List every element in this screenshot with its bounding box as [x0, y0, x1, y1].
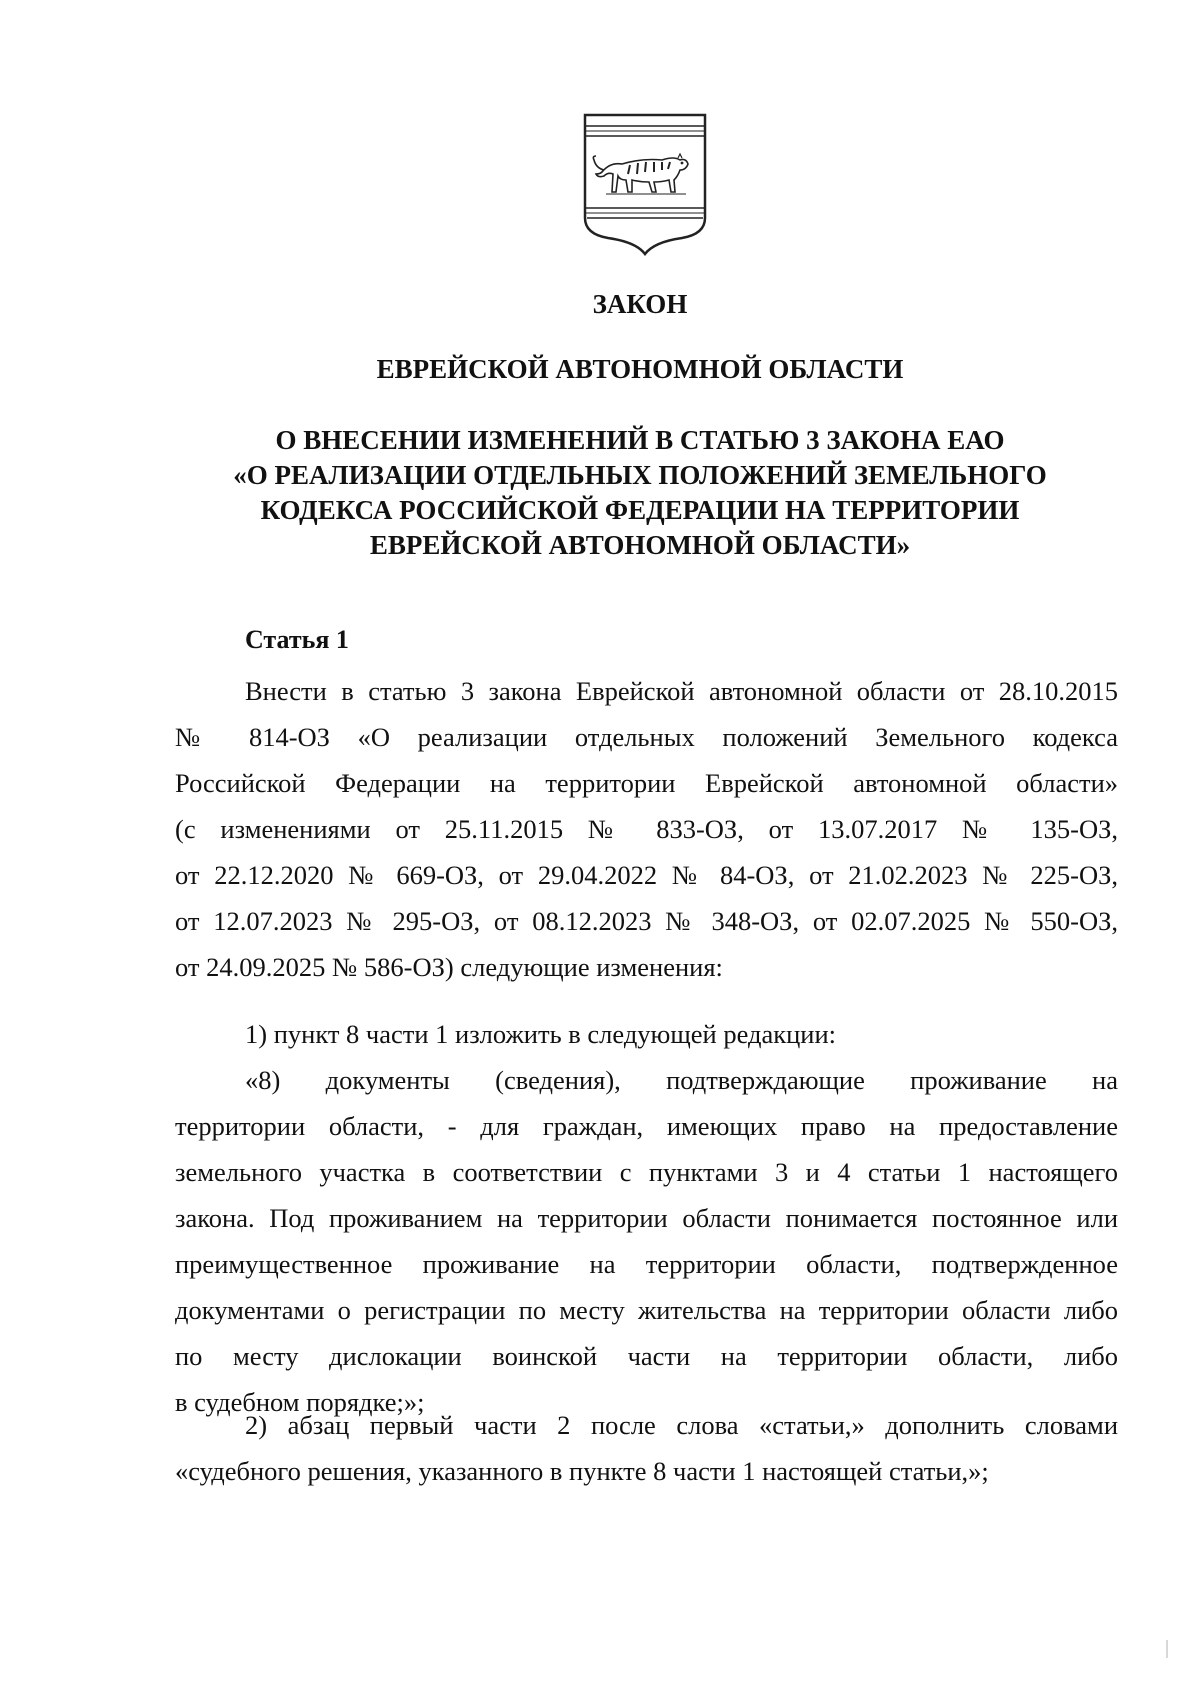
law-title-line: ЕВРЕЙСКОЙ АВТОНОМНОЙ ОБЛАСТИ»: [369, 530, 911, 560]
tiger-coat-of-arms-icon: [582, 112, 708, 256]
text-line: преимущественное проживание на территории области, подтвержденное: [175, 1249, 1118, 1279]
region-heading: ЕВРЕЙСКОЙ АВТОНОМНОЙ ОБЛАСТИ: [376, 354, 904, 384]
text-line: от 12.07.2023 № 295-ОЗ, от 08.12.2023 № 348-ОЗ, от 02.07.2025 № 550-ОЗ,: [175, 906, 1118, 936]
text-line: закона. Под проживанием на территории области понимается постоянное или: [175, 1203, 1118, 1233]
text-line: (с изменениями от 25.11.2015 № 833-ОЗ, от 13.07.2017 № 135-ОЗ,: [175, 814, 1118, 844]
law-title-line: КОДЕКСА РОССИЙСКОЙ ФЕДЕРАЦИИ НА ТЕРРИТОРИИ: [260, 495, 1020, 525]
law-title-line: О ВНЕСЕНИИ ИЗМЕНЕНИЙ В СТАТЬЮ 3 ЗАКОНА ЕАО: [275, 425, 1005, 455]
amendment-item-2: [175, 1402, 1118, 1494]
text-line: документами о регистрации по месту жительства на территории области либо: [175, 1295, 1118, 1325]
text-line: от 24.09.2025 № 586-ОЗ) следующие изменения:: [175, 952, 723, 982]
text-line: «судебного решения, указанного в пункте 8 части 1 настоящей статьи,»;: [175, 1456, 989, 1486]
law-title: [160, 423, 1120, 563]
text-line: Внести в статью 3 закона Еврейской автономной области от 28.10.2015: [245, 676, 1118, 706]
text-line: «8) документы (сведения), подтверждающие проживание на: [245, 1065, 1118, 1095]
law-title-line: «О РЕАЛИЗАЦИИ ОТДЕЛЬНЫХ ПОЛОЖЕНИЙ ЗЕМЕЛЬНОГО: [233, 460, 1047, 490]
document-type-heading: ЗАКОН: [592, 289, 688, 319]
text-line: по месту дислокации воинской части на территории области, либо: [175, 1341, 1118, 1371]
text-line: от 22.12.2020 № 669-ОЗ, от 29.04.2022 № 84-ОЗ, от 21.02.2023 № 225-ОЗ,: [175, 860, 1118, 890]
article-intro-paragraph: [175, 668, 1118, 990]
article-heading: Статья 1: [245, 625, 349, 654]
scan-margin-mark: [1166, 1640, 1168, 1658]
amendment-item-1-text: [175, 1057, 1118, 1425]
amendment-item-1: [175, 1011, 1118, 1057]
text-line: Российской Федерации на территории Еврейской автономной области»: [175, 768, 1118, 798]
text-line: в судебном порядке;»;: [175, 1387, 425, 1417]
text-line: 2) абзац первый части 2 после слова «статьи,» дополнить словами: [245, 1410, 1118, 1440]
text-line: территории области, - для граждан, имеющих право на предоставление: [175, 1111, 1118, 1141]
text-line: № 814-ОЗ «О реализации отдельных положений Земельного кодекса: [175, 722, 1118, 752]
text-line: земельного участка в соответствии с пунктами 3 и 4 статьи 1 настоящего: [175, 1157, 1118, 1187]
text-line: 1) пункт 8 части 1 изложить в следующей редакции:: [245, 1019, 837, 1049]
